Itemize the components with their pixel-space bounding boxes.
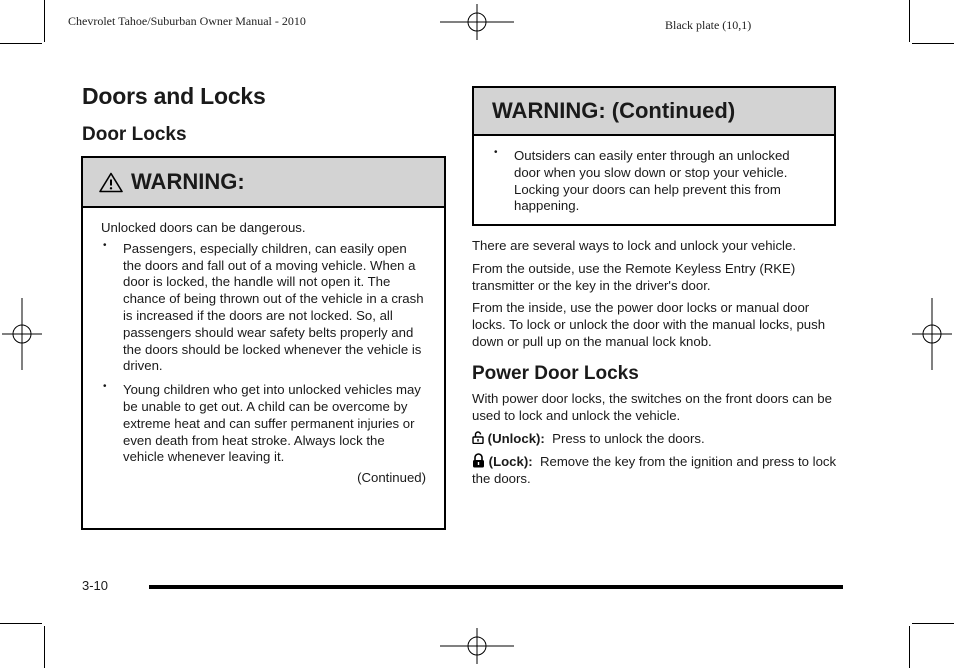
warning-triangle-icon — [99, 172, 123, 193]
page-number: 3-10 — [82, 578, 109, 593]
warning-body — [83, 208, 444, 487]
list-item — [492, 148, 816, 215]
crop-mark — [0, 43, 42, 44]
lock-label: (Lock): — [488, 454, 533, 470]
manual-title: Chevrolet Tahoe/Suburban Owner Manual - 2010 — [68, 14, 306, 28]
bullet-text: Young children who get into unlocked vehicles may be unable to get out. A child can be overcome by extreme heat and can suffer permanent injuries or even death from heat stroke. Always lock the vehicle whenever leaving it. — [123, 382, 421, 465]
power-locks-title: Power Door Locks — [472, 363, 639, 384]
crop-mark — [0, 623, 42, 624]
warning-header — [83, 158, 444, 208]
registration-mark-icon — [440, 4, 514, 40]
crop-mark — [44, 626, 45, 668]
list-item — [101, 382, 426, 466]
power-locks-intro: With power door locks, the switches on the front doors can be used to lock and unlock the vehicle. — [472, 391, 832, 423]
paragraph: From the inside, use the power door locks or manual door locks. To lock or unlock the door with the manual locks, push down or pull up on the manual lock knob. — [472, 300, 826, 349]
bullet-text: Passengers, especially children, can easily open the doors and fall out of a moving vehicle. When a door is locked, the handle will not open it. The chance of being thrown out of the vehicle in a crash is increased if the doors are not locked. So, all passengers should wear safety belts properly and the doors should be locked whenever the vehicle is driven. — [123, 240, 424, 374]
power-locks-body — [472, 391, 838, 488]
paragraph: There are several ways to lock and unlock your vehicle. — [472, 238, 796, 253]
paragraph: From the outside, use the Remote Keyless Entry (RKE) transmitter or the key in the driver's door. — [472, 260, 796, 293]
unlock-text: Press to unlock the doors. — [552, 430, 705, 446]
warning-continued-title: WARNING: (Continued) — [492, 98, 736, 123]
warning-intro: Unlocked doors can be dangerous. — [101, 220, 306, 235]
crop-mark — [44, 0, 45, 42]
warning-box — [81, 156, 446, 530]
registration-mark-icon — [440, 628, 514, 664]
warning-continued-body — [474, 136, 834, 215]
unlock-icon — [472, 431, 484, 444]
unlock-label: (Unlock): — [487, 430, 545, 446]
bullet-dot: • — [494, 147, 498, 158]
registration-mark-icon — [2, 298, 42, 370]
lock-line — [472, 453, 838, 488]
lock-text: Remove the key from the ignition and press to lock the doors. — [472, 454, 837, 487]
registration-mark-icon — [912, 298, 952, 370]
warning-continued-header — [474, 88, 834, 136]
subsection-title: Door Locks — [82, 124, 187, 145]
bullet-dot: • — [103, 381, 107, 393]
plate-label: Black plate (10,1) — [665, 18, 752, 32]
continued-label: (Continued) — [357, 470, 426, 486]
section-title: Doors and Locks — [82, 83, 266, 109]
crop-mark — [912, 623, 954, 624]
crop-mark — [912, 43, 954, 44]
bullet-dot: • — [103, 239, 107, 251]
crop-mark — [909, 0, 910, 42]
bullet-text: Outsiders can easily enter through an unlocked door when you slow down or stop your vehicle. Locking your doors can help prevent this from happening. — [514, 148, 790, 214]
unlock-line — [472, 431, 838, 448]
footer-rule — [149, 585, 843, 589]
warning-continued-box — [472, 86, 836, 226]
crop-mark — [909, 626, 910, 668]
warning-title: WARNING: — [131, 169, 245, 194]
lock-icon — [472, 453, 485, 468]
right-paragraphs — [472, 238, 838, 351]
list-item — [101, 241, 426, 375]
